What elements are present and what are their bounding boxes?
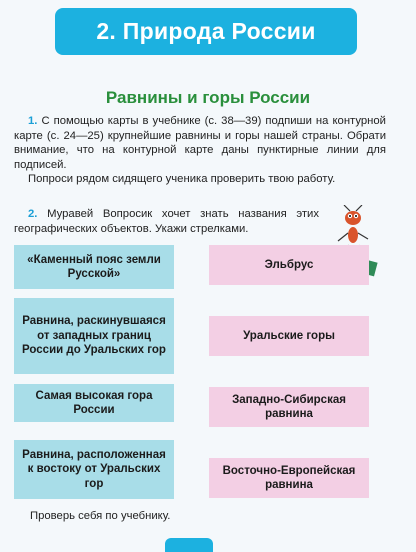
task-2-number: 2. (28, 208, 38, 220)
name-box-2[interactable]: Уральские горы (209, 316, 369, 356)
description-box-1[interactable]: «Каменный пояс земли Русской» (14, 245, 174, 289)
description-box-2[interactable]: Равнина, раскинувшаяся от западных границ России до Уральских гор (14, 298, 174, 374)
task-1-text: С помощью карты в учебнике (с. 38—39) подпиши на контурной карте (с. 24—25) крупнейшие равнины и горы нашей страны. Обрати внимание, что на контурной карте даны пунктирные линии для подписей. (14, 115, 386, 171)
task-1 (14, 114, 386, 187)
chapter-banner (55, 8, 357, 55)
name-box-1[interactable]: Эльбрус (209, 245, 369, 285)
name-box-4[interactable]: Восточно-Европейская равнина (209, 458, 369, 498)
task-1-text-2: Попроси рядом сидящего ученика проверить твою работу. (28, 173, 336, 186)
chapter-title: 2. Природа России (96, 18, 316, 44)
section-title: Равнины и горы России (105, 88, 311, 107)
task-1-number: 1. (28, 115, 38, 127)
task-2 (14, 207, 319, 236)
page-number-tab (165, 538, 213, 552)
name-box-3[interactable]: Западно-Сибирская равнина (209, 387, 369, 427)
check-note: Проверь себя по учебнику. (30, 510, 171, 522)
task-2-text: Муравей Вопросик хочет знать названия этих географических объектов. Укажи стрелками. (14, 208, 319, 235)
description-box-4[interactable]: Равнина, расположенная к востоку от Уральских гор (14, 440, 174, 499)
description-box-3[interactable]: Самая высокая гора России (14, 384, 174, 422)
